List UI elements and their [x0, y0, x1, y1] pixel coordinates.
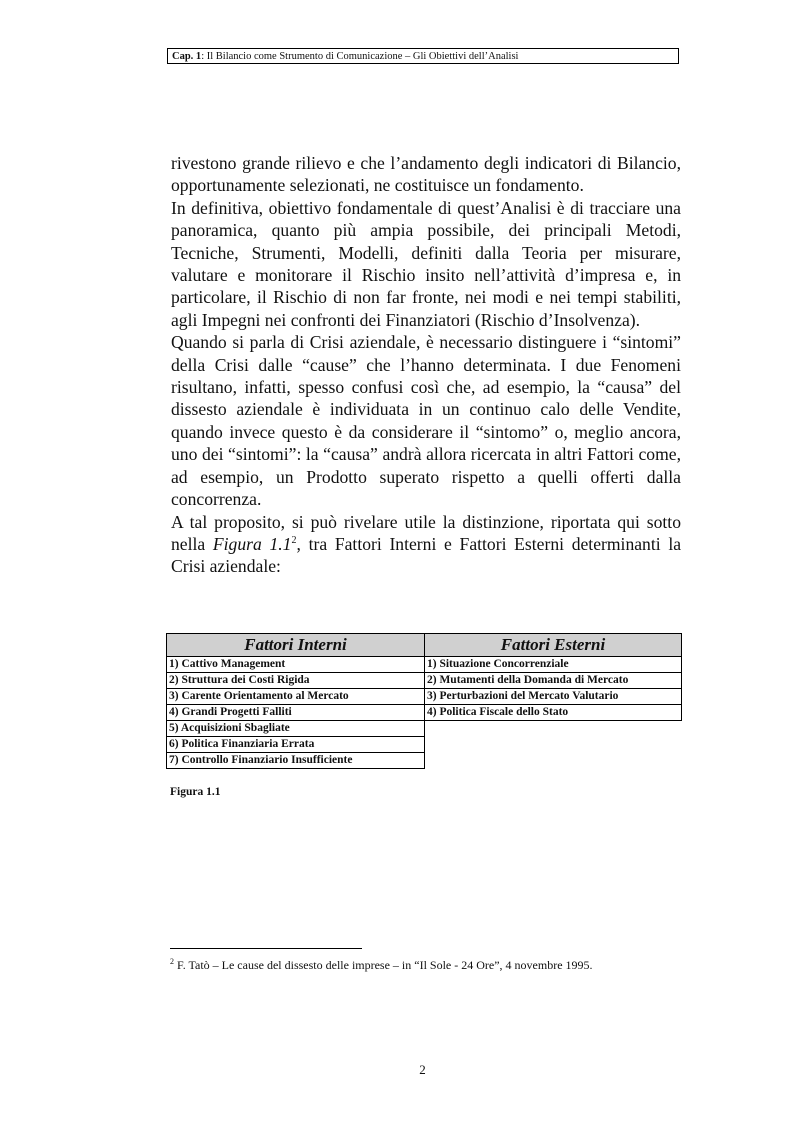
page-number: 2	[419, 1062, 426, 1077]
paragraph-2: In definitiva, obiettivo fondamentale di quest’Analisi è di tracciare una panoramica, quanto più ampia possibile, dei principali Metodi, Tecniche, Strumenti, Modelli, definiti dalla Teoria per misurare, valutare e monitorare il Rischio insito nell’attività d’impresa e, in particolare, il Rischio di non far fronte, nei modi e nei tempi stabiliti, agli Impegni nei confronti dei Finanziatori (Rischio d’Insolvenza).	[171, 197, 681, 330]
internal-factor: 5) Acquisizioni Sbagliate	[167, 721, 425, 737]
internal-factor: 6) Politica Finanziaria Errata	[167, 737, 425, 753]
empty-cell	[425, 753, 682, 769]
paragraph-4	[171, 511, 681, 578]
footnote	[170, 958, 593, 973]
table-row	[167, 657, 682, 673]
paragraph-1: rivestono grande rilievo e che l’andamento degli indicatori di Bilancio, opportunamente selezionati, ne costituisce un fondamento.	[171, 153, 681, 196]
table-row	[167, 721, 682, 737]
paragraph-3: Quando si parla di Crisi aziendale, è necessario distinguere i “sintomi” della Crisi dalle “cause” che l’hanno determinata. I due Fenomeni risultano, infatti, spesso confusi così che, ad esempio, la “causa” del dissesto aziendale è individuata in un continuo calo delle Vendite, quando invece questo è da considerare il “sintomo” o, meglio ancora, uno dei “sintomi”: la “causa” andrà allora ricercata in altri Fattori come, ad esempio, un Prodotto superato rispetto a quelli offerti dalla concorrenza.	[171, 332, 681, 510]
chapter-title: : Il Bilancio come Strumento di Comunicazione – Gli Obiettivi dell’Analisi	[201, 51, 519, 62]
empty-cell	[425, 721, 682, 737]
chapter-label: Cap. 1	[172, 51, 202, 62]
external-factor: 3) Perturbazioni del Mercato Valutario	[425, 689, 682, 705]
figure-reference: Figura 1.1	[212, 533, 292, 554]
footnote-mark: 2	[170, 957, 174, 966]
internal-factor: 1) Cattivo Management	[167, 657, 425, 673]
table-row	[167, 705, 682, 721]
external-factor: 1) Situazione Concorrenziale	[425, 657, 682, 673]
external-factor: 2) Mutamenti della Domanda di Mercato	[425, 673, 682, 689]
internal-factor: 3) Carente Orientamento al Mercato	[167, 689, 425, 705]
external-factor: 4) Politica Fiscale dello Stato	[425, 705, 682, 721]
factors-table	[166, 633, 682, 769]
internal-factor: 7) Controllo Finanziario Insufficiente	[167, 753, 425, 769]
internal-factor: 4) Grandi Progetti Falliti	[167, 705, 425, 721]
footnote-ref: 2	[291, 535, 297, 547]
table-row	[167, 737, 682, 753]
footnote-separator	[170, 948, 362, 949]
footnote-text: F. Tatò – Le cause del dissesto delle imprese – in “Il Sole - 24 Ore”, 4 novembre 1995.	[174, 958, 593, 972]
running-header	[167, 48, 679, 64]
body-text	[171, 152, 681, 578]
paragraph-4-start: A tal proposito, si può rivelare utile la distinzione, riportata qui sotto nella	[171, 511, 681, 554]
empty-cell	[425, 737, 682, 753]
external-factors-header: Fattori Esterni	[425, 634, 682, 657]
internal-factors-header: Fattori Interni	[167, 634, 425, 657]
figure-caption: Figura 1.1	[170, 786, 221, 798]
table-row	[167, 689, 682, 705]
table-header-row	[167, 634, 682, 657]
internal-factor: 2) Struttura dei Costi Rigida	[167, 673, 425, 689]
table-row	[167, 753, 682, 769]
paragraph-4-end: , tra Fattori Interni e Fattori Esterni determinanti la Crisi aziendale:	[171, 533, 682, 577]
table-row	[167, 673, 682, 689]
